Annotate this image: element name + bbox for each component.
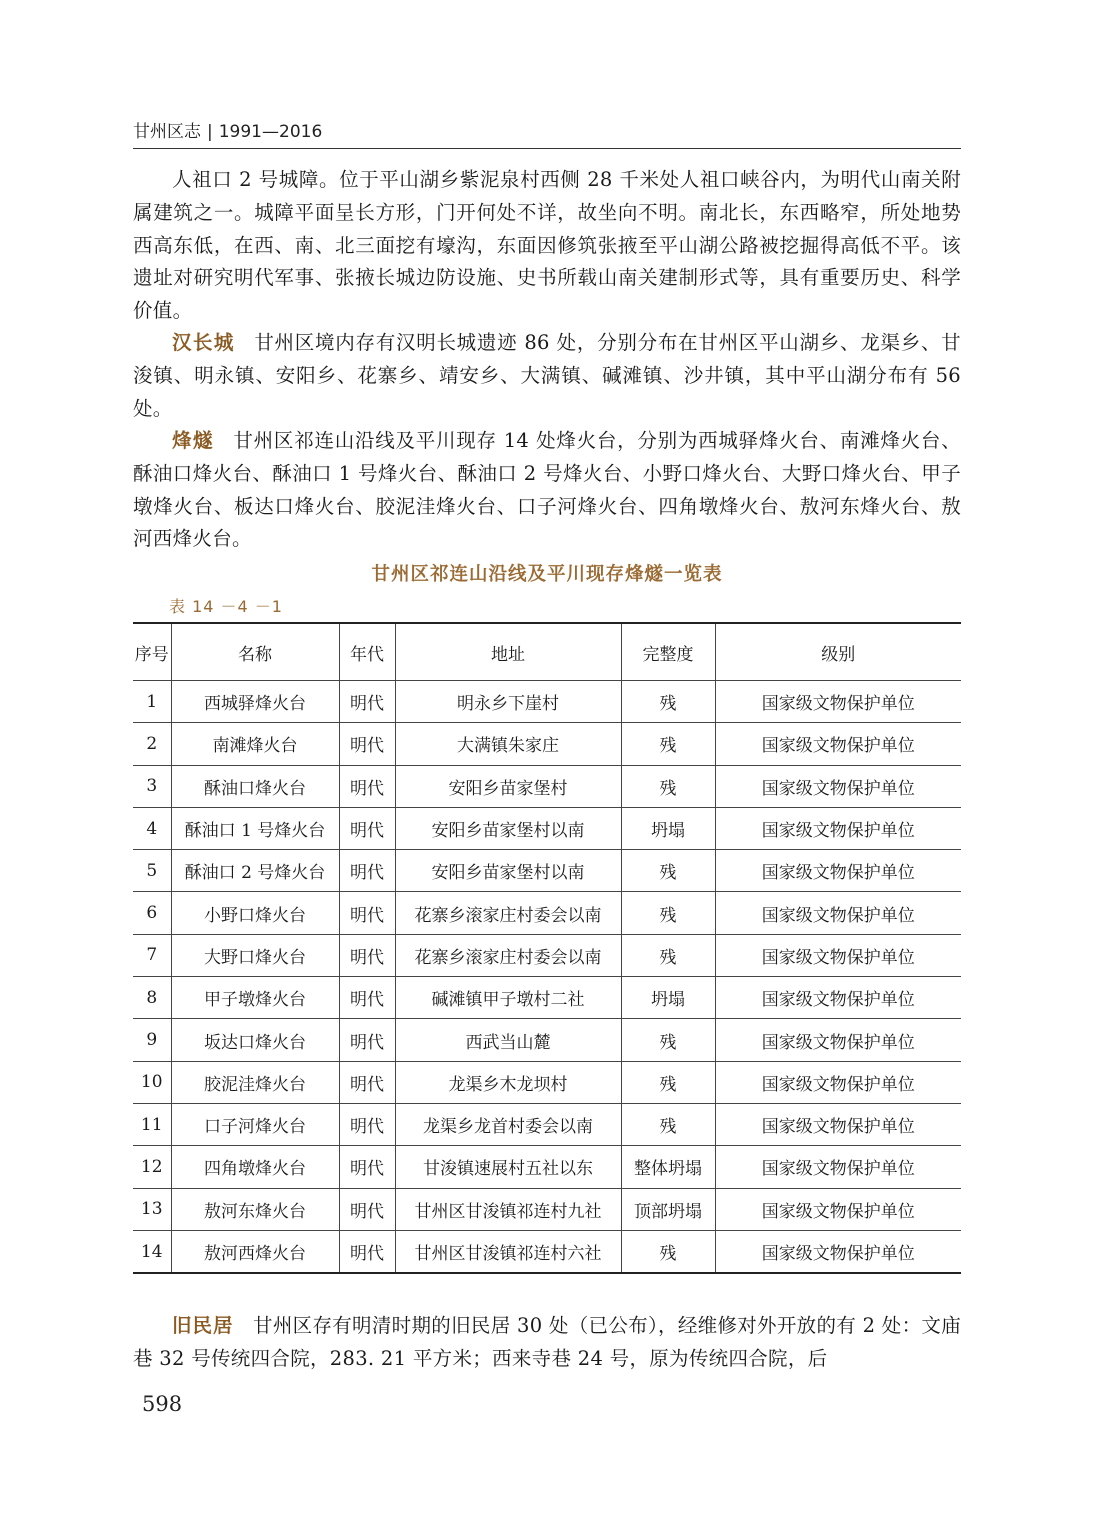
paragraph-old-residences (133, 1310, 961, 1376)
table-row (133, 1061, 961, 1103)
cell-level: 国家级文物保护单位 (715, 892, 961, 934)
cell-name: 酥油口烽火台 (171, 765, 339, 807)
paragraph-han-great-wall (133, 327, 961, 425)
column-header-era: 年代 (339, 623, 395, 681)
cell-era: 明代 (339, 807, 395, 849)
cell-address: 西武当山麓 (395, 1019, 621, 1061)
cell-name: 大野口烽火台 (171, 934, 339, 976)
table-row (133, 1146, 961, 1188)
cell-address: 碱滩镇甲子墩村二社 (395, 977, 621, 1019)
table-row (133, 1103, 961, 1145)
cell-integrity: 残 (621, 1061, 715, 1103)
cell-address: 大满镇朱家庄 (395, 723, 621, 765)
beacon-table (133, 622, 961, 1274)
section-heading-beacon-towers: 烽燧 (172, 429, 214, 452)
table-header-row (133, 623, 961, 681)
table-row (133, 1019, 961, 1061)
paragraph-body: 甘州区存有明清时期的旧民居 30 处（已公布），经维修对外开放的有 2 处：文庙巷 32 号传统四合院，283. 21 平方米；西来寺巷 24 号，原为传统四合院，后 (133, 1314, 961, 1370)
table-row (133, 1230, 961, 1273)
cell-level: 国家级文物保护单位 (715, 1061, 961, 1103)
table-row (133, 892, 961, 934)
cell-index: 1 (133, 681, 171, 723)
cell-integrity: 残 (621, 723, 715, 765)
cell-integrity: 残 (621, 681, 715, 723)
cell-level: 国家级文物保护单位 (715, 1019, 961, 1061)
cell-integrity: 整体坍塌 (621, 1146, 715, 1188)
paragraph-body: 甘州区祁连山沿线及平川现存 14 处烽火台，分别为西城驿烽火台、南滩烽火台、酥油口烽火台、酥油口 1 号烽火台、酥油口 2 号烽火台、小野口烽火台、大野口烽火台、甲子墩烽火台、板达口烽火台、胶泥洼烽火台、口子河烽火台、四角墩烽火台、敖河东烽火台、敖河西烽火台。 (133, 429, 961, 551)
cell-era: 明代 (339, 1061, 395, 1103)
table-row (133, 723, 961, 765)
cell-era: 明代 (339, 723, 395, 765)
cell-integrity: 残 (621, 765, 715, 807)
cell-level: 国家级文物保护单位 (715, 681, 961, 723)
paragraph-renzukou-fort: 人祖口 2 号城障。位于平山湖乡紫泥泉村西侧 28 千米处人祖口峡谷内，为明代山南关附属建筑之一。城障平面呈长方形，门开何处不详，故坐向不明。南北长，东西略窄，所处地势西高东低，在西、南、北三面挖有壕沟，东面因修筑张掖至平山湖公路被挖掘得高低不平。该遗址对研究明代军事、张掖长城边防设施、史书所载山南关建制形式等，具有重要历史、科学价值。 (133, 168, 961, 323)
cell-index: 10 (133, 1061, 171, 1103)
cell-level: 国家级文物保护单位 (715, 934, 961, 976)
section-heading-han-great-wall: 汉长城 (172, 331, 235, 354)
cell-address: 安阳乡苗家堡村 (395, 765, 621, 807)
cell-address: 安阳乡苗家堡村以南 (395, 850, 621, 892)
cell-era: 明代 (339, 1230, 395, 1273)
cell-era: 明代 (339, 934, 395, 976)
cell-index: 13 (133, 1188, 171, 1230)
table-number: 表 14 －4 －1 (169, 597, 283, 616)
cell-integrity: 残 (621, 934, 715, 976)
table-row (133, 765, 961, 807)
cell-address: 花寨乡滚家庄村委会以南 (395, 934, 621, 976)
running-header (133, 118, 961, 149)
cell-era: 明代 (339, 892, 395, 934)
cell-address: 龙渠乡龙首村委会以南 (395, 1103, 621, 1145)
table-body (133, 681, 961, 1274)
book-title: 甘州区志 (133, 122, 201, 142)
cell-name: 酥油口 2 号烽火台 (171, 850, 339, 892)
paragraph-body: 甘州区境内存有汉明长城遗迹 86 处，分别分布在甘州区平山湖乡、龙渠乡、甘浚镇、明永镇、安阳乡、花寨乡、靖安乡、大满镇、碱滩镇、沙井镇，其中平山湖分布有 56 处。 (133, 331, 961, 420)
cell-level: 国家级文物保护单位 (715, 1146, 961, 1188)
cell-integrity: 残 (621, 1019, 715, 1061)
cell-level: 国家级文物保护单位 (715, 765, 961, 807)
cell-integrity: 残 (621, 1103, 715, 1145)
cell-name: 酥油口 1 号烽火台 (171, 807, 339, 849)
paragraph-beacon-towers (133, 425, 961, 556)
column-header-index: 序号 (133, 623, 171, 681)
cell-name: 口子河烽火台 (171, 1103, 339, 1145)
cell-address: 甘州区甘浚镇祁连村六社 (395, 1230, 621, 1273)
cell-name: 西城驿烽火台 (171, 681, 339, 723)
cell-address: 龙渠乡木龙坝村 (395, 1061, 621, 1103)
cell-era: 明代 (339, 850, 395, 892)
cell-index: 11 (133, 1103, 171, 1145)
cell-level: 国家级文物保护单位 (715, 723, 961, 765)
table-row (133, 850, 961, 892)
cell-index: 5 (133, 850, 171, 892)
cell-index: 4 (133, 807, 171, 849)
cell-era: 明代 (339, 1103, 395, 1145)
cell-name: 甲子墩烽火台 (171, 977, 339, 1019)
cell-era: 明代 (339, 765, 395, 807)
cell-level: 国家级文物保护单位 (715, 807, 961, 849)
column-header-address: 地址 (395, 623, 621, 681)
cell-address: 甘州区甘浚镇祁连村九社 (395, 1188, 621, 1230)
cell-level: 国家级文物保护单位 (715, 1103, 961, 1145)
cell-index: 8 (133, 977, 171, 1019)
cell-name: 南滩烽火台 (171, 723, 339, 765)
cell-index: 3 (133, 765, 171, 807)
cell-address: 甘浚镇速展村五社以东 (395, 1146, 621, 1188)
table-row (133, 1188, 961, 1230)
column-header-integrity: 完整度 (621, 623, 715, 681)
table-row (133, 934, 961, 976)
table-row (133, 807, 961, 849)
cell-integrity: 顶部坍塌 (621, 1188, 715, 1230)
cell-name: 坂达口烽火台 (171, 1019, 339, 1061)
page-number: 598 (142, 1392, 183, 1416)
cell-index: 14 (133, 1230, 171, 1273)
cell-level: 国家级文物保护单位 (715, 977, 961, 1019)
cell-address: 安阳乡苗家堡村以南 (395, 807, 621, 849)
cell-era: 明代 (339, 977, 395, 1019)
cell-era: 明代 (339, 1019, 395, 1061)
cell-name: 敖河西烽火台 (171, 1230, 339, 1273)
table-row (133, 977, 961, 1019)
cell-index: 2 (133, 723, 171, 765)
column-header-level: 级别 (715, 623, 961, 681)
table-title: 甘州区祁连山沿线及平川现存烽燧一览表 (371, 564, 723, 585)
cell-name: 敖河东烽火台 (171, 1188, 339, 1230)
cell-integrity: 残 (621, 892, 715, 934)
cell-index: 12 (133, 1146, 171, 1188)
cell-era: 明代 (339, 1188, 395, 1230)
cell-name: 胶泥洼烽火台 (171, 1061, 339, 1103)
cell-integrity: 残 (621, 1230, 715, 1273)
cell-level: 国家级文物保护单位 (715, 1188, 961, 1230)
cell-era: 明代 (339, 1146, 395, 1188)
column-header-name: 名称 (171, 623, 339, 681)
cell-index: 6 (133, 892, 171, 934)
cell-address: 明永乡下崖村 (395, 681, 621, 723)
cell-name: 小野口烽火台 (171, 892, 339, 934)
cell-level: 国家级文物保护单位 (715, 1230, 961, 1273)
cell-integrity: 坍塌 (621, 977, 715, 1019)
table-row (133, 681, 961, 723)
header-separator: | (207, 122, 213, 142)
section-heading-old-residences: 旧民居 (172, 1314, 234, 1337)
cell-integrity: 残 (621, 850, 715, 892)
cell-index: 7 (133, 934, 171, 976)
cell-integrity: 坍塌 (621, 807, 715, 849)
cell-level: 国家级文物保护单位 (715, 850, 961, 892)
cell-address: 花寨乡滚家庄村委会以南 (395, 892, 621, 934)
cell-index: 9 (133, 1019, 171, 1061)
cell-era: 明代 (339, 681, 395, 723)
book-period: 1991—2016 (218, 122, 323, 142)
cell-name: 四角墩烽火台 (171, 1146, 339, 1188)
